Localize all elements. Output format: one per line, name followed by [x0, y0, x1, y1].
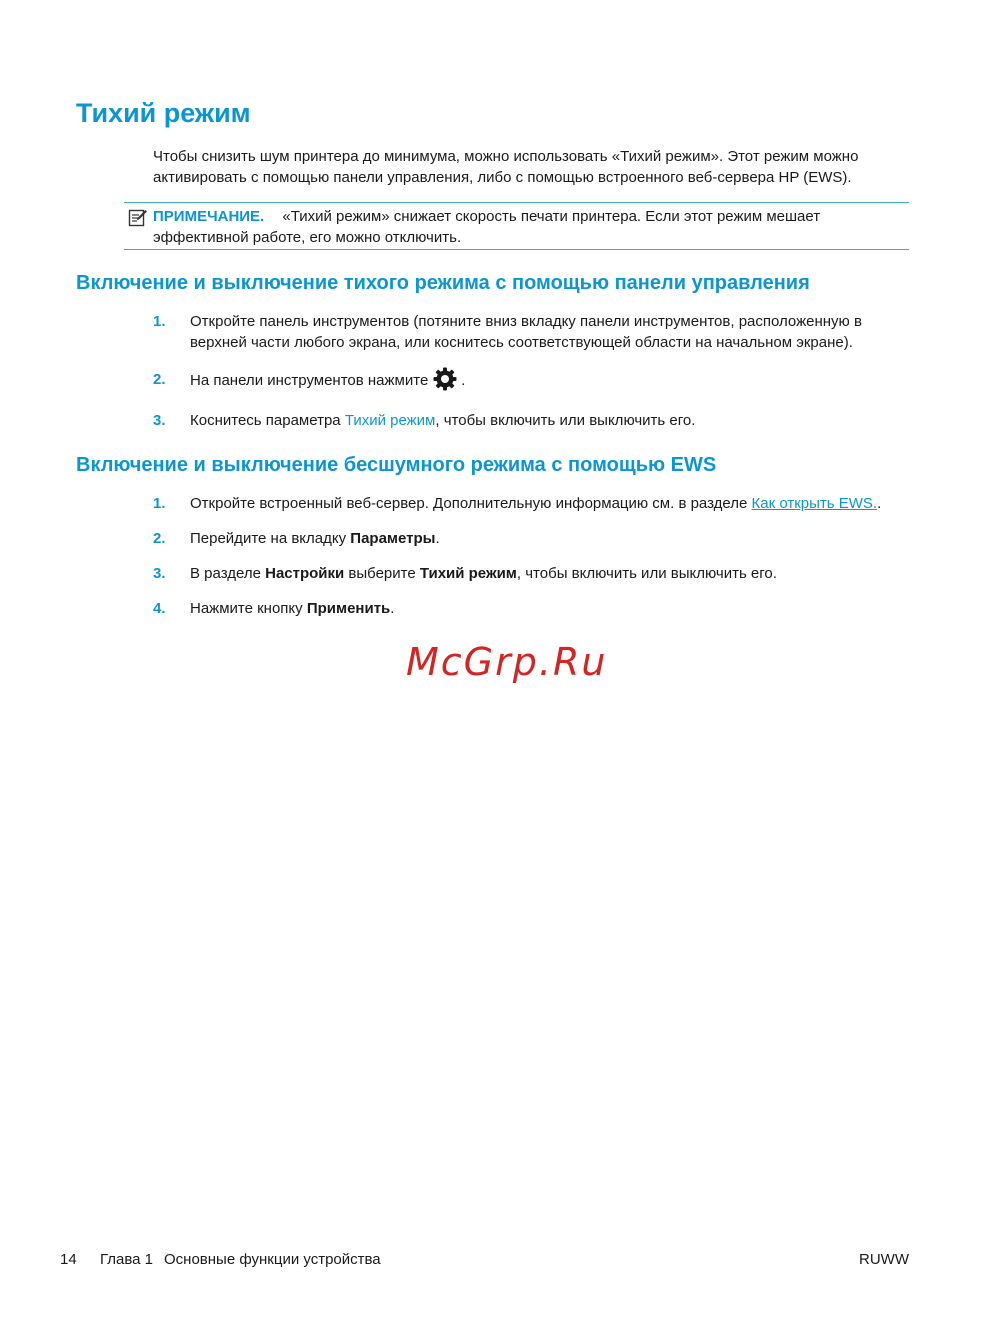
step-text [190, 493, 905, 514]
note-label: ПРИМЕЧАНИЕ. [153, 208, 265, 225]
step-text [190, 563, 905, 584]
step-text-part: Откройте встроенный веб-сервер. Дополнительную информацию см. в разделе [190, 495, 752, 512]
step-text-part: , чтобы включить или выключить его. [516, 565, 777, 582]
step-text-part: На панели инструментов нажмите [190, 372, 429, 389]
section-title-ews: Включение и выключение бесшумного режима с помощью EWS [76, 454, 717, 476]
step-number: 4. [153, 600, 166, 617]
step-text [190, 410, 905, 431]
step-number: 1. [153, 313, 166, 330]
step-text-part: выберите [344, 565, 420, 582]
watermark: McGrp.Ru [406, 640, 608, 684]
step-text-part: , чтобы включить или выключить его. [435, 412, 696, 429]
step-text-bold: Параметры [350, 530, 436, 547]
step-text-part: В разделе [190, 565, 266, 582]
step-text-part: . [435, 530, 440, 547]
step-text-part: . [461, 372, 466, 389]
step-text-bold: Применить [306, 600, 391, 617]
step-text-part: . [877, 495, 882, 512]
note-text-block [153, 206, 893, 248]
footer-chapter-title: Основные функции устройства [164, 1251, 381, 1268]
step-text [190, 528, 905, 549]
note-box [124, 202, 909, 250]
intro-paragraph: Чтобы снизить шум принтера до минимума, можно использовать «Тихий режим». Этот режим можно активировать с помощью панели управления, либо с помощью встроенного веб-сервера HP (EWS). [153, 148, 859, 186]
step-number: 3. [153, 412, 166, 429]
footer-page-number: 14 [60, 1251, 77, 1268]
step-text-part: Коснитесь параметра [190, 412, 345, 429]
step-text-part: . [390, 600, 395, 617]
step-number: 2. [153, 530, 166, 547]
step-text-bold: Тихий режим [419, 565, 517, 582]
step-text-bold: Настройки [265, 565, 345, 582]
footer-chapter: Глава 1 [100, 1251, 154, 1268]
quiet-mode-link[interactable]: Тихий режим [344, 412, 436, 429]
open-ews-link[interactable]: Как открыть EWS. [751, 495, 878, 512]
note-text: «Тихий режим» снижает скорость печати принтера. Если этот режим мешает эффективной работе, его можно отключить. [153, 208, 821, 246]
footer-locale: RUWW [859, 1251, 909, 1268]
section-title-control-panel: Включение и выключение тихого режима с помощью панели управления [76, 272, 810, 294]
page-title: Тихий режим [76, 98, 251, 128]
step-text-part: Нажмите кнопку [190, 600, 307, 617]
gear-icon [432, 366, 458, 392]
step-text-part: Перейдите на вкладку [190, 530, 351, 547]
step-number: 3. [153, 565, 166, 582]
step-number: 1. [153, 495, 166, 512]
step-text [190, 598, 905, 619]
step-text: Откройте панель инструментов (потяните вниз вкладку панели инструментов, расположенную в верхней части любого экрана, или коснитесь соответствующей области на начальном экране). [190, 313, 862, 351]
note-icon [128, 208, 148, 228]
step-number: 2. [153, 371, 166, 388]
step-text [190, 370, 905, 392]
